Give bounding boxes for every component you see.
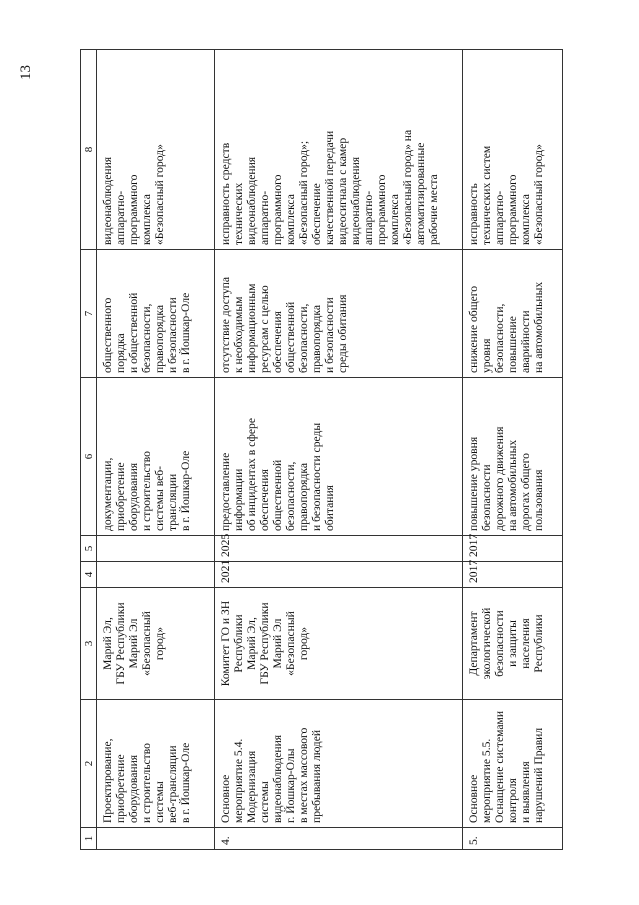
- end-year-cell: 2025: [215, 536, 463, 562]
- row-number: 5.: [463, 828, 563, 850]
- result-cell: предоставление информации об инцидентах в сфере обеспечения общественной безопасности, правопорядка и безопасности среды обитания: [215, 378, 463, 536]
- executor-cell: Марий Эл, ГБУ Республики Марий Эл «Безопасный город»: [97, 588, 215, 700]
- indicators-cell: исправность средств технических видеонаблюдения аппаратно- программного комплекса «Безопасный город»; обеспечение качественной передачи видеосигнала с камер видеонаблюдения аппаратно- программного комплекса «Безопасный город» на автоматизированные рабочие места: [215, 50, 463, 250]
- end-year-cell: [97, 536, 215, 562]
- header-cell: 7: [81, 250, 97, 378]
- result-cell: документации, приобретение оборудования и строительство системы веб- трансляции в г. Йошкар-Оле: [97, 378, 215, 536]
- header-cell: 4: [81, 562, 97, 588]
- measure-cell: Основное мероприятие 5.5. Оснащение системами контроля и выявления нарушений Правил: [463, 700, 563, 828]
- page-number: 13: [18, 65, 34, 80]
- header-cell: 6: [81, 378, 97, 536]
- consequence-cell: общественного порядка и общественной безопасности, правопорядка и безопасности в г. Йошкар-Оле: [97, 250, 215, 378]
- header-cell: 3: [81, 588, 97, 700]
- executor-cell: Комитет ГО и ЗН Республики Марий Эл, ГБУ Республики Марий Эл «Безопасный город»: [215, 588, 463, 700]
- consequence-cell: отсутствие доступа к необходимым информационным ресурсам с целью обеспечения общественной безопасности, правопорядка и безопасности среды обитания: [215, 250, 463, 378]
- table-row: [215, 50, 463, 850]
- header-cell: 2: [81, 700, 97, 828]
- rotated-page: [18, 50, 545, 850]
- table-row: [463, 50, 563, 850]
- table-row: [97, 50, 215, 850]
- end-year-cell: 2017: [463, 536, 563, 562]
- start-year-cell: 2017: [463, 562, 563, 588]
- measure-cell: Основное мероприятие 5.4. Модернизация системы видеонаблюдения г. Йошкар-Олы в местах массового пребывания людей: [215, 700, 463, 828]
- header-row: [81, 50, 97, 850]
- consequence-cell: снижение общего уровня безопасности, повышение аварийности на автомобильных: [463, 250, 563, 378]
- executor-cell: Департамент экологической безопасности и защиты населения Республики: [463, 588, 563, 700]
- header-cell: 5: [81, 536, 97, 562]
- start-year-cell: 2021: [215, 562, 463, 588]
- header-cell: 1: [81, 828, 97, 850]
- row-number: 4.: [215, 828, 463, 850]
- measure-cell: Проектирование, приобретение оборудования и строительство системы веб-трансляции в г. Йошкар-Оле: [97, 700, 215, 828]
- indicators-cell: исправность технических систем аппаратно- программного комплекса «Безопасный город»: [463, 50, 563, 250]
- header-cell: 8: [81, 50, 97, 250]
- result-cell: повышение уровня безопасности дорожного движения на автомобильных дорогах общего пользования: [463, 378, 563, 536]
- indicators-cell: видеонаблюдения аппаратно- программного комплекса «Безопасный город»: [97, 50, 215, 250]
- measures-table: [80, 49, 563, 850]
- start-year-cell: [97, 562, 215, 588]
- row-number: [97, 828, 215, 850]
